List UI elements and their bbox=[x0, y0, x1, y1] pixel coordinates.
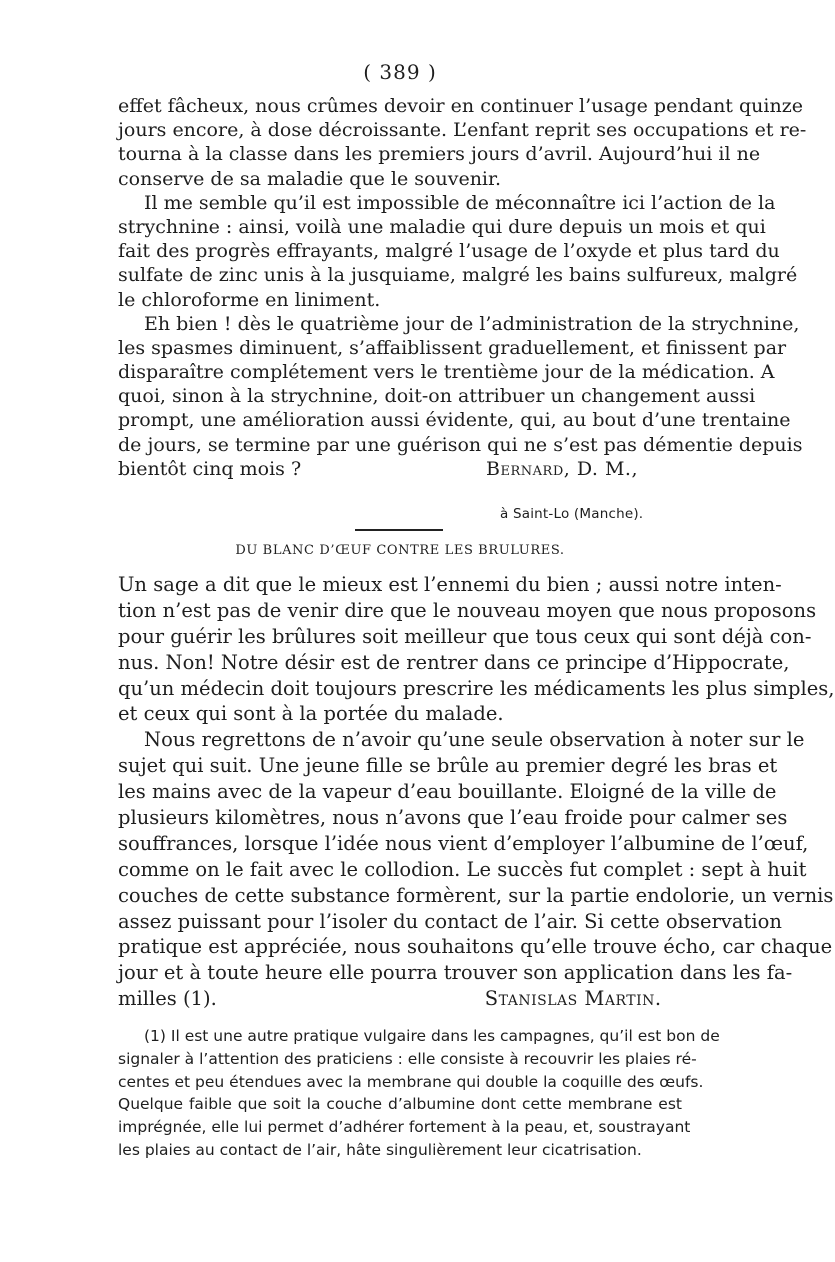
text-line: souffrances, lorsque l’idée nous vient d’employer l’albumine de l’œuf, bbox=[118, 831, 809, 855]
text-line: jour et à toute heure elle pourra trouver son application dans les fa- bbox=[118, 961, 793, 985]
footnote bbox=[118, 1025, 720, 1162]
footnote-line: centes et peu étendues avec la membrane qui double la coquille des œufs. bbox=[118, 1072, 704, 1091]
page-number: ( 389 ) bbox=[363, 60, 437, 84]
signature-row bbox=[118, 457, 678, 481]
text-line: quoi, sinon à la strychnine, doit-on attribuer un changement aussi bbox=[118, 385, 756, 408]
text-line: pratique est appréciée, nous souhaitons qu’elle trouve écho, car chaque bbox=[118, 935, 833, 959]
author-affiliation: à Saint-Lo (Manche). bbox=[500, 506, 644, 522]
text-line: Nous regrettons de n’avoir qu’une seule observation à noter sur le bbox=[144, 728, 805, 752]
section-heading: DU BLANC D’ŒUF CONTRE LES BRULURES. bbox=[235, 543, 565, 558]
text-line: plusieurs kilomètres, nous n’avons que l’eau froide pour calmer ses bbox=[118, 806, 788, 830]
footnote-line: (1) Il est une autre pratique vulgaire dans les campagnes, qu’il est bon de bbox=[144, 1027, 720, 1045]
text-line: tion n’est pas de venir dire que le nouveau moyen que nous proposons bbox=[118, 598, 817, 622]
text-line: couches de cette substance formèrent, sur la partie endolorie, un vernis bbox=[118, 883, 834, 907]
text-line: comme on le fait avec le collodion. Le succès fut complet : sept à huit bbox=[118, 857, 807, 881]
text-line: le chloroforme en liniment. bbox=[118, 288, 381, 311]
footnote-line: les plaies au contact de l’air, hâte singulièrement leur cicatrisation. bbox=[118, 1140, 642, 1159]
text-line: effet fâcheux, nous crûmes devoir en continuer l’usage pendant quinze bbox=[118, 95, 803, 117]
text-line: Il me semble qu’il est impossible de méconnaître ici l’action de la bbox=[144, 191, 776, 214]
signature-row bbox=[118, 986, 678, 1012]
text-line: les mains avec de la vapeur d’eau bouillante. Eloigné de la ville de bbox=[118, 780, 777, 804]
text-line: fait des progrès effrayants, malgré l’usage de l’oxyde et plus tard du bbox=[118, 240, 780, 263]
text-line: nus. Non! Notre désir est de rentrer dans ce principe d’Hippocrate, bbox=[118, 650, 790, 674]
footnote-line: imprégnée, elle lui permet d’adhérer fortement à la peau, et, soustrayant bbox=[118, 1118, 691, 1137]
text-line: bientôt cinq mois ? bbox=[118, 457, 302, 480]
text-line: disparaître complétement vers le trentième jour de la médication. A bbox=[118, 361, 775, 384]
section-divider bbox=[355, 529, 443, 531]
text-line: tourna à la classe dans les premiers jours d’avril. Aujourd’hui il ne bbox=[118, 143, 761, 166]
footnote-line: signaler à l’attention des praticiens : elle consiste à recouvrir les plaies ré- bbox=[118, 1049, 697, 1068]
author-signature: Bernard, D. M., bbox=[486, 457, 638, 480]
text-line: milles (1). bbox=[118, 987, 217, 1011]
section-strychnine-text bbox=[118, 94, 807, 481]
text-line: Un sage a dit que le mieux est l’ennemi du bien ; aussi notre inten- bbox=[118, 573, 782, 596]
author-signature: Stanislas Martin. bbox=[484, 987, 662, 1011]
text-line: de jours, se termine par une guérison qui ne s’est pas démentie depuis bbox=[118, 433, 803, 456]
text-line: et ceux qui sont à la portée du malade. bbox=[118, 702, 504, 726]
text-line: les spasmes diminuent, s’affaiblissent graduellement, et finissent par bbox=[118, 336, 787, 359]
text-line: conserve de sa maladie que le souvenir. bbox=[118, 167, 502, 190]
text-line: assez puissant pour l’isoler du contact de l’air. Si cette observation bbox=[118, 909, 782, 933]
text-line: sulfate de zinc unis à la jusquiame, malgré les bains sulfureux, malgré bbox=[118, 264, 798, 287]
text-line: jours encore, à dose décroissante. L’enfant reprit ses occupations et re- bbox=[118, 119, 807, 142]
text-line: sujet qui suit. Une jeune fille se brûle au premier degré les bras et bbox=[118, 754, 778, 778]
text-line: qu’un médecin doit toujours prescrire les médicaments les plus simples, bbox=[118, 676, 835, 700]
section-egg-white-text bbox=[118, 572, 835, 1012]
text-line: Eh bien ! dès le quatrième jour de l’administration de la strychnine, bbox=[144, 312, 800, 335]
text-line: pour guérir les brûlures soit meilleur que tous ceux qui sont déjà con- bbox=[118, 624, 812, 648]
text-line: prompt, une amélioration aussi évidente, qui, au bout d’une trentaine bbox=[118, 409, 791, 432]
footnote-line: Quelque faible que soit la couche d’albumine dont cette membrane est bbox=[118, 1095, 682, 1114]
text-line: strychnine : ainsi, voilà une maladie qui dure depuis un mois et qui bbox=[118, 215, 766, 238]
